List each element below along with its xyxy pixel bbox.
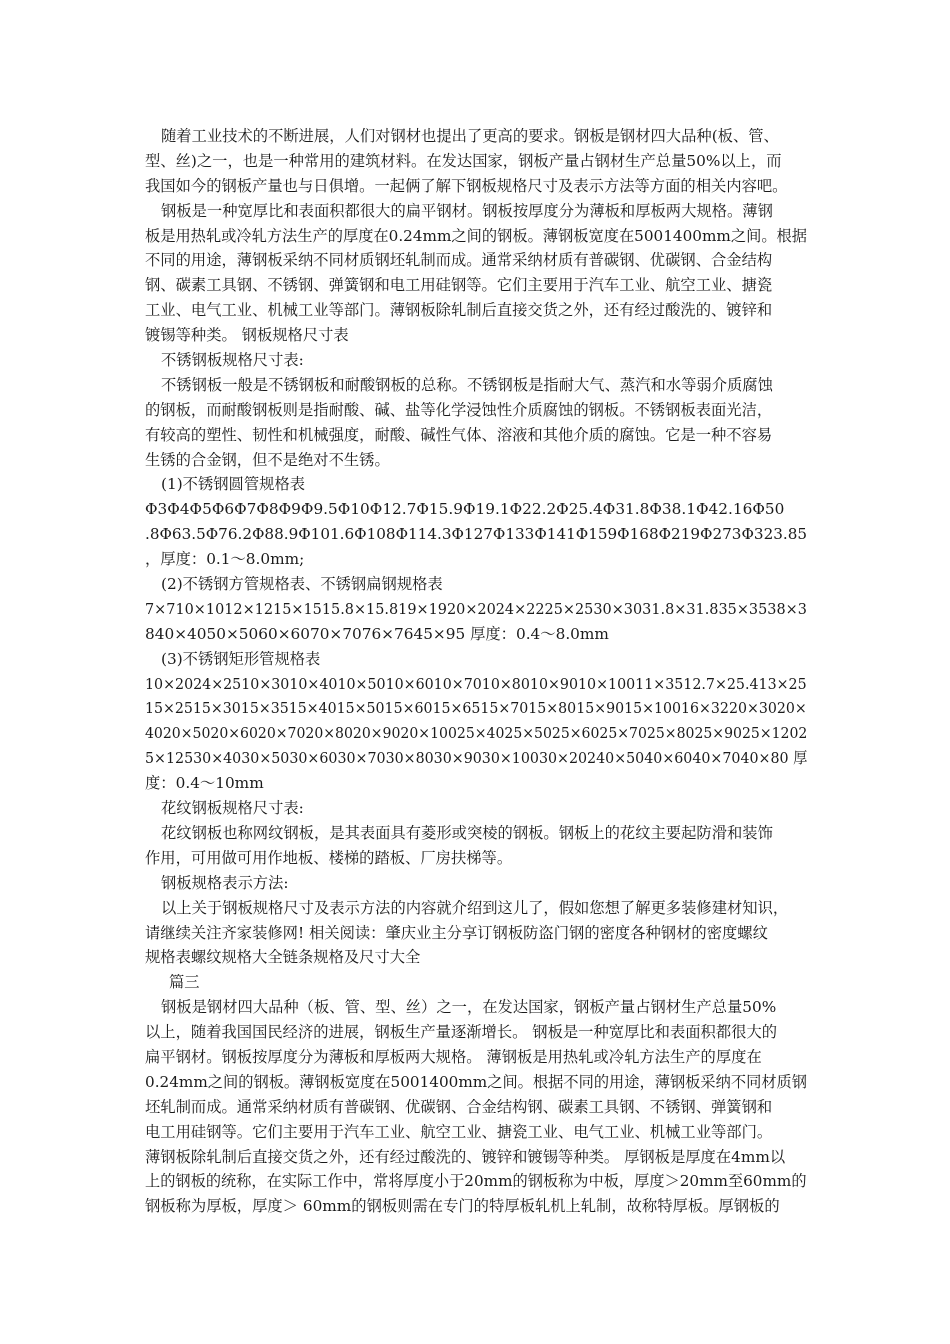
text-line: 5×12530×4030×5030×6030×7030×8030×9030×10030×20240×5040×6040×7040×80 厚 — [145, 749, 808, 768]
text-line: 7×710×1012×1215×1515.8×15.819×1920×2024×2225×2530×3031.8×31.835×3538×3 — [145, 599, 807, 618]
text-line: 请继续关注齐家装修网! 相关阅读：肇庆业主分享订钢板防盗门钢的密度各种钢材的密度螺纹 — [145, 923, 768, 942]
text-line: 有较高的塑性、韧性和机械强度，耐酸、碱性气体、溶液和其他介质的腐蚀。它是一种不容易 — [145, 425, 773, 444]
document-body — [145, 124, 807, 1219]
text-line: 生锈的合金钢，但不是绝对不生锈。 — [145, 450, 390, 469]
text-line: (1)不锈钢圆管规格表 — [161, 475, 306, 494]
text-line: .8Φ63.5Φ76.2Φ88.9Φ101.6Φ108Φ114.3Φ127Φ133Φ141Φ159Φ168Φ219Φ273Φ323.85 — [145, 525, 808, 544]
text-line: 15×2515×3015×3515×4015×5015×6015×6515×7015×8015×9015×10016×3220×3020× — [145, 699, 807, 718]
text-line: 扁平钢材。钢板按厚度分为薄板和厚板两大规格。 薄钢板是用热轧或冷轧方法生产的厚度在 — [145, 1047, 762, 1066]
text-line: 电工用硅钢等。它们主要用于汽车工业、航空工业、搪瓷工业、电气工业、机械工业等部门。 — [145, 1122, 773, 1141]
text-line: Φ3Φ4Φ5Φ6Φ7Φ8Φ9Φ9.5Φ10Φ12.7Φ15.9Φ19.1Φ22.2Φ25.4Φ31.8Φ38.1Φ42.16Φ50 — [145, 500, 785, 519]
text-line: 不锈钢板规格尺寸表: — [161, 351, 304, 370]
text-line: 作用，可用做可用作地板、楼梯的踏板、厂房扶梯等。 — [145, 848, 513, 867]
text-line: 0.24mm之间的钢板。薄钢板宽度在5001400mm之间。根据不同的用途，薄钢板采纳不同材质钢 — [145, 1072, 808, 1091]
text-line: 随着工业技术的不断进展，人们对钢材也提出了更高的要求。钢板是钢材四大品种(板、管、 — [161, 127, 779, 145]
text-line: 板是用热轧或冷轧方法生产的厚度在0.24mm之间的钢板。薄钢板宽度在5001400mm之间。根据 — [145, 226, 808, 245]
text-line: 的钢板，而耐酸钢板则是指耐酸、碱、盐等化学浸蚀性介质腐蚀的钢板。不锈钢板表面光洁， — [145, 400, 773, 419]
text-line: 花纹钢板规格尺寸表: — [161, 799, 304, 818]
text-line: 不同的用途，薄钢板采纳不同材质钢坯轧制而成。通常采纳材质有普碳钢、优碳钢、合金结构 — [145, 251, 773, 270]
text-line: 型、丝)之一，也是一种常用的建筑材料。在发达国家，钢板产量占钢材生产总量50%以上，而 — [145, 151, 782, 170]
text-line: 度：0.4～10mm — [145, 774, 264, 793]
text-line: (3)不锈钢矩形管规格表 — [161, 649, 321, 668]
text-line: 不锈钢板一般是不锈钢板和耐酸钢板的总称。不锈钢板是指耐大气、蒸汽和水等弱介质腐蚀 — [161, 375, 773, 394]
text-line: 4020×5020×6020×7020×8020×9020×10025×4025×5025×6025×7025×8025×9025×1202 — [145, 724, 808, 743]
text-line: 我国如今的钢板产量也与日俱增。一起俩了解下钢板规格尺寸及表示方法等方面的相关内容吧。 — [145, 176, 788, 195]
text-line: 以上关于钢板规格尺寸及表示方法的内容就介绍到这儿了，假如您想了解更多装修建材知识， — [161, 898, 789, 917]
text-line: 钢板是钢材四大品种（板、管、型、丝）之一，在发达国家，钢板产量占钢材生产总量50% — [161, 998, 777, 1017]
text-line: 薄钢板除轧制后直接交货之外，还有经过酸洗的、镀锌和镀锡等种类。 厚钢板是厚度在4mm以 — [145, 1147, 786, 1166]
text-line: 上的钢板的统称，在实际工作中，常将厚度小于20mm的钢板称为中板，厚度＞20mm至60mm的 — [145, 1172, 807, 1191]
text-line: 镀锡等种类。 钢板规格尺寸表 — [145, 326, 349, 345]
text-line: 钢板称为厚板，厚度＞ 60mm的钢板则需在专门的特厚板轧机上轧制，故称特厚板。厚钢板的 — [145, 1197, 780, 1216]
text-line: 以上，随着我国国民经济的进展，钢板生产量逐渐增长。 钢板是一种宽厚比和表面积都很大的 — [145, 1023, 778, 1042]
text-line: 坯轧制而成。通常采纳材质有普碳钢、优碳钢、合金结构钢、碳素工具钢、不锈钢、弹簧钢和 — [145, 1097, 773, 1116]
text-line: 花纹钢板也称网纹钢板，是其表面具有菱形或突棱的钢板。钢板上的花纹主要起防滑和装饰 — [161, 823, 773, 842]
text-line: (2)不锈钢方管规格表、不锈钢扁钢规格表 — [161, 575, 443, 594]
text-line: 钢、碳素工具钢、不锈钢、弹簧钢和电工用硅钢等。它们主要用于汽车工业、航空工业、搪瓷 — [145, 276, 773, 295]
text-line: 规格表螺纹规格大全链条规格及尺寸大全 — [145, 948, 421, 967]
text-line: 工业、电气工业、机械工业等部门。薄钢板除轧制后直接交货之外，还有经过酸洗的、镀锌和 — [145, 301, 773, 320]
text-line: ，厚度：0.1～8.0mm; — [145, 550, 305, 569]
text-line: 钢板规格表示方法: — [161, 873, 289, 892]
text-line: 10×2024×2510×3010×4010×5010×6010×7010×8010×9010×10011×3512.7×25.413×25 — [145, 674, 807, 693]
text-line: 篇三 — [169, 973, 200, 992]
text-line: 钢板是一种宽厚比和表面积都很大的扁平钢材。钢板按厚度分为薄板和厚板两大规格。薄钢 — [161, 201, 773, 220]
text-line: 840×4050×5060×6070×7076×7645×95 厚度：0.4～8.0mm — [145, 624, 609, 643]
